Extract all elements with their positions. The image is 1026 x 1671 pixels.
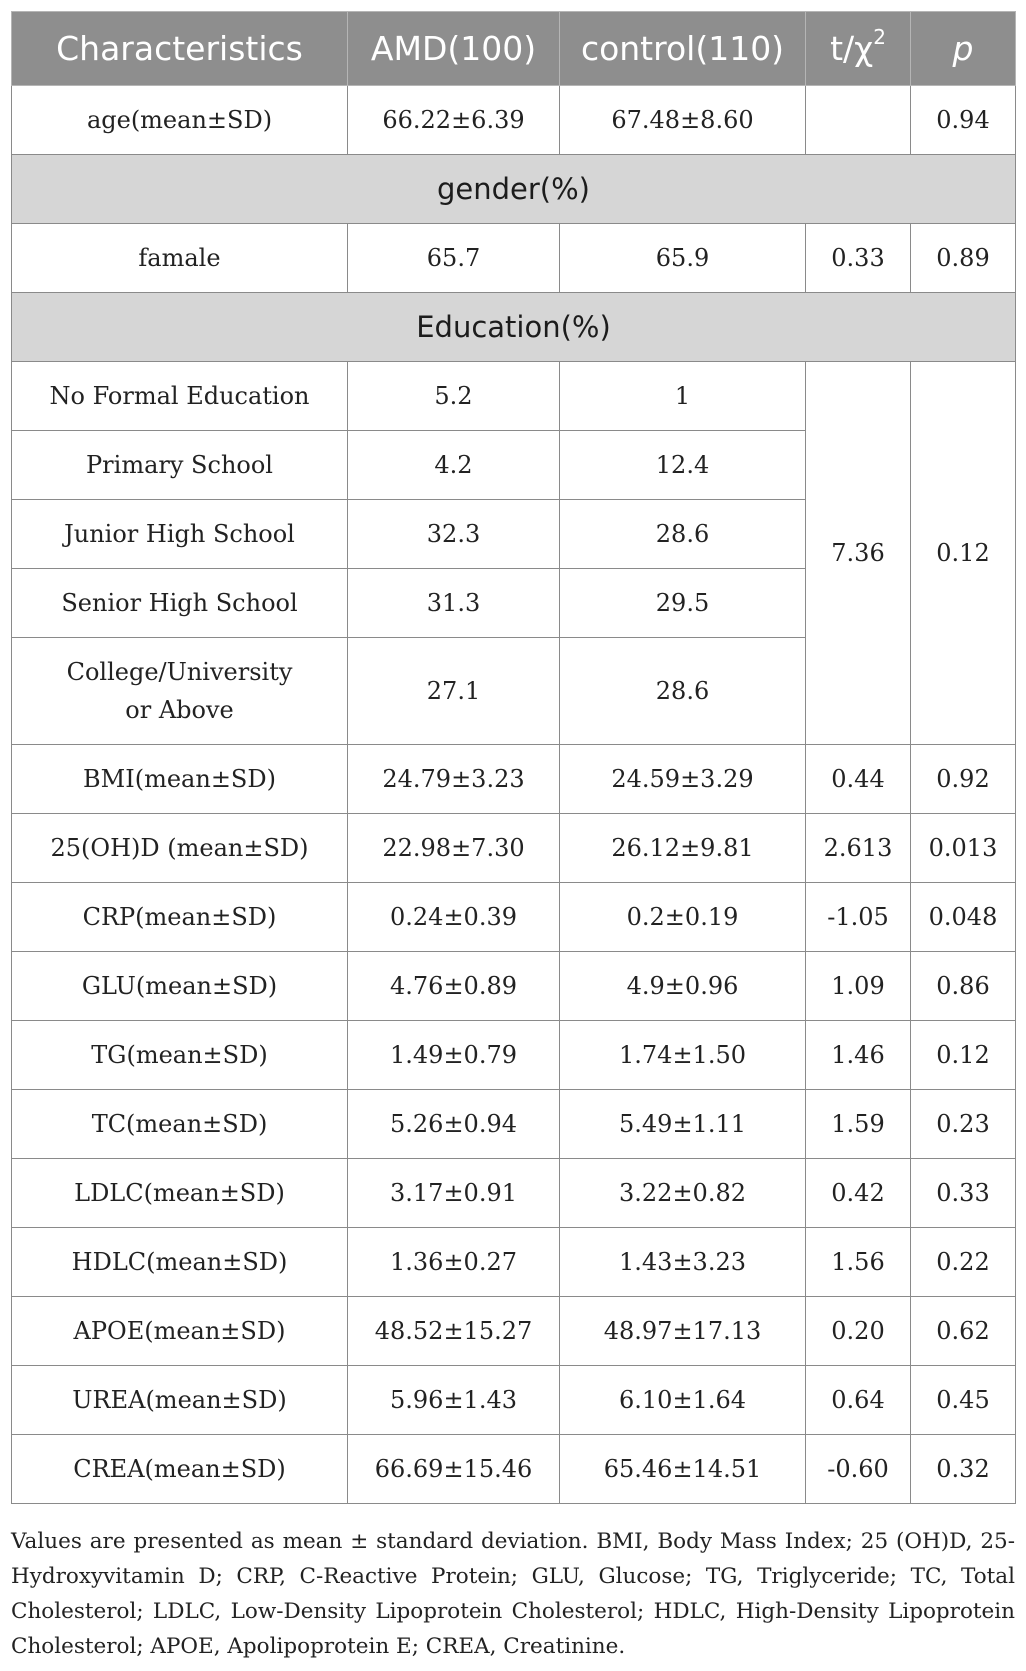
row-label: Junior High School xyxy=(12,500,348,569)
stat-value: 1.59 xyxy=(806,1090,911,1159)
amd-value: 22.98±7.30 xyxy=(348,814,560,883)
amd-value: 27.1 xyxy=(348,638,560,745)
row-label: CRP(mean±SD) xyxy=(12,883,348,952)
table-row-measure xyxy=(12,1228,1016,1297)
row-label: CREA(mean±SD) xyxy=(12,1435,348,1504)
table-row-measure xyxy=(12,745,1016,814)
stat-value: 1.46 xyxy=(806,1021,911,1090)
table-row-age xyxy=(12,86,1016,155)
header-amd: AMD(100) xyxy=(348,12,560,86)
control-value: 0.2±0.19 xyxy=(560,883,806,952)
section-title-gender: gender(%) xyxy=(12,155,1016,224)
stat-value: 2.613 xyxy=(806,814,911,883)
amd-value: 24.79±3.23 xyxy=(348,745,560,814)
control-value: 28.6 xyxy=(560,638,806,745)
p-value: 0.12 xyxy=(911,1021,1016,1090)
row-label: APOE(mean±SD) xyxy=(12,1297,348,1366)
control-value: 48.97±17.13 xyxy=(560,1297,806,1366)
amd-value: 5.96±1.43 xyxy=(348,1366,560,1435)
characteristics-table-container xyxy=(11,11,1015,1504)
control-value: 65.46±14.51 xyxy=(560,1435,806,1504)
p-value: 0.22 xyxy=(911,1228,1016,1297)
p-value: 0.94 xyxy=(911,86,1016,155)
row-label: Senior High School xyxy=(12,569,348,638)
table-footnote: Values are presented as mean ± standard deviation. BMI, Body Mass Index; 25 (OH)D, 25-Hydroxyvitamin D; CRP, C-Reactive Protein; GLU, Glucose; TG, Triglyceride; TC, Total Cholesterol; LDLC, Low-Density Lipoprotein Cholesterol; HDLC, High-Density Lipoprotein Cholesterol; APOE, Apolipoprotein E; CREA, Creatinine. xyxy=(11,1529,1015,1659)
header-control: control(110) xyxy=(560,12,806,86)
p-value: 0.33 xyxy=(911,1159,1016,1228)
stat-value: 1.09 xyxy=(806,952,911,1021)
row-label: LDLC(mean±SD) xyxy=(12,1159,348,1228)
amd-value: 31.3 xyxy=(348,569,560,638)
education-p-value: 0.12 xyxy=(911,362,1016,745)
amd-value: 65.7 xyxy=(348,224,560,293)
row-label: TG(mean±SD) xyxy=(12,1021,348,1090)
amd-value: 3.17±0.91 xyxy=(348,1159,560,1228)
table-row-education xyxy=(12,362,1016,431)
p-value: 0.86 xyxy=(911,952,1016,1021)
row-label: GLU(mean±SD) xyxy=(12,952,348,1021)
stat-value: 0.64 xyxy=(806,1366,911,1435)
amd-value: 66.69±15.46 xyxy=(348,1435,560,1504)
stat-value: -1.05 xyxy=(806,883,911,952)
control-value: 67.48±8.60 xyxy=(560,86,806,155)
p-value: 0.62 xyxy=(911,1297,1016,1366)
table-row-female xyxy=(12,224,1016,293)
table-row-measure xyxy=(12,1366,1016,1435)
amd-value: 1.49±0.79 xyxy=(348,1021,560,1090)
table-row-measure xyxy=(12,1159,1016,1228)
header-statistic xyxy=(806,12,911,86)
p-value: 0.32 xyxy=(911,1435,1016,1504)
row-label-line: College/University xyxy=(66,658,293,686)
row-label: No Formal Education xyxy=(12,362,348,431)
stat-value: 0.42 xyxy=(806,1159,911,1228)
section-row-education xyxy=(12,293,1016,362)
amd-value: 32.3 xyxy=(348,500,560,569)
header-statistic-superscript: 2 xyxy=(873,25,886,49)
table-row-measure xyxy=(12,1021,1016,1090)
amd-value: 4.76±0.89 xyxy=(348,952,560,1021)
control-value: 26.12±9.81 xyxy=(560,814,806,883)
table-row-measure xyxy=(12,952,1016,1021)
row-label: age(mean±SD) xyxy=(12,86,348,155)
amd-value: 1.36±0.27 xyxy=(348,1228,560,1297)
table-row-measure xyxy=(12,883,1016,952)
control-value: 12.4 xyxy=(560,431,806,500)
stat-value: 0.20 xyxy=(806,1297,911,1366)
row-label: Primary School xyxy=(12,431,348,500)
stat-value xyxy=(806,86,911,155)
table-row-measure xyxy=(12,1090,1016,1159)
characteristics-table xyxy=(11,11,1016,1504)
row-label-line: or Above xyxy=(125,696,234,724)
control-value: 1.43±3.23 xyxy=(560,1228,806,1297)
p-value: 0.013 xyxy=(911,814,1016,883)
education-stat-value: 7.36 xyxy=(806,362,911,745)
amd-value: 0.24±0.39 xyxy=(348,883,560,952)
row-label: HDLC(mean±SD) xyxy=(12,1228,348,1297)
stat-value: 1.56 xyxy=(806,1228,911,1297)
control-value: 5.49±1.11 xyxy=(560,1090,806,1159)
header-statistic-label: t/χ xyxy=(830,29,874,68)
control-value: 1.74±1.50 xyxy=(560,1021,806,1090)
stat-value: -0.60 xyxy=(806,1435,911,1504)
control-value: 6.10±1.64 xyxy=(560,1366,806,1435)
table-row-measure xyxy=(12,1297,1016,1366)
table-header-row xyxy=(12,12,1016,86)
p-value: 0.45 xyxy=(911,1366,1016,1435)
stat-value: 0.33 xyxy=(806,224,911,293)
amd-value: 48.52±15.27 xyxy=(348,1297,560,1366)
row-label: 25(OH)D (mean±SD) xyxy=(12,814,348,883)
p-value: 0.92 xyxy=(911,745,1016,814)
stat-value: 0.44 xyxy=(806,745,911,814)
control-value: 3.22±0.82 xyxy=(560,1159,806,1228)
p-value: 0.89 xyxy=(911,224,1016,293)
header-p-value: p xyxy=(911,12,1016,86)
header-characteristics: Characteristics xyxy=(12,12,348,86)
control-value: 29.5 xyxy=(560,569,806,638)
amd-value: 5.2 xyxy=(348,362,560,431)
control-value: 4.9±0.96 xyxy=(560,952,806,1021)
p-value: 0.048 xyxy=(911,883,1016,952)
table-row-measure xyxy=(12,814,1016,883)
row-label: BMI(mean±SD) xyxy=(12,745,348,814)
table-row-measure xyxy=(12,1435,1016,1504)
row-label: UREA(mean±SD) xyxy=(12,1366,348,1435)
p-value: 0.23 xyxy=(911,1090,1016,1159)
control-value: 28.6 xyxy=(560,500,806,569)
control-value: 65.9 xyxy=(560,224,806,293)
section-row-gender xyxy=(12,155,1016,224)
section-title-education: Education(%) xyxy=(12,293,1016,362)
row-label xyxy=(12,638,348,745)
row-label: famale xyxy=(12,224,348,293)
control-value: 1 xyxy=(560,362,806,431)
amd-value: 4.2 xyxy=(348,431,560,500)
amd-value: 5.26±0.94 xyxy=(348,1090,560,1159)
amd-value: 66.22±6.39 xyxy=(348,86,560,155)
control-value: 24.59±3.29 xyxy=(560,745,806,814)
row-label: TC(mean±SD) xyxy=(12,1090,348,1159)
